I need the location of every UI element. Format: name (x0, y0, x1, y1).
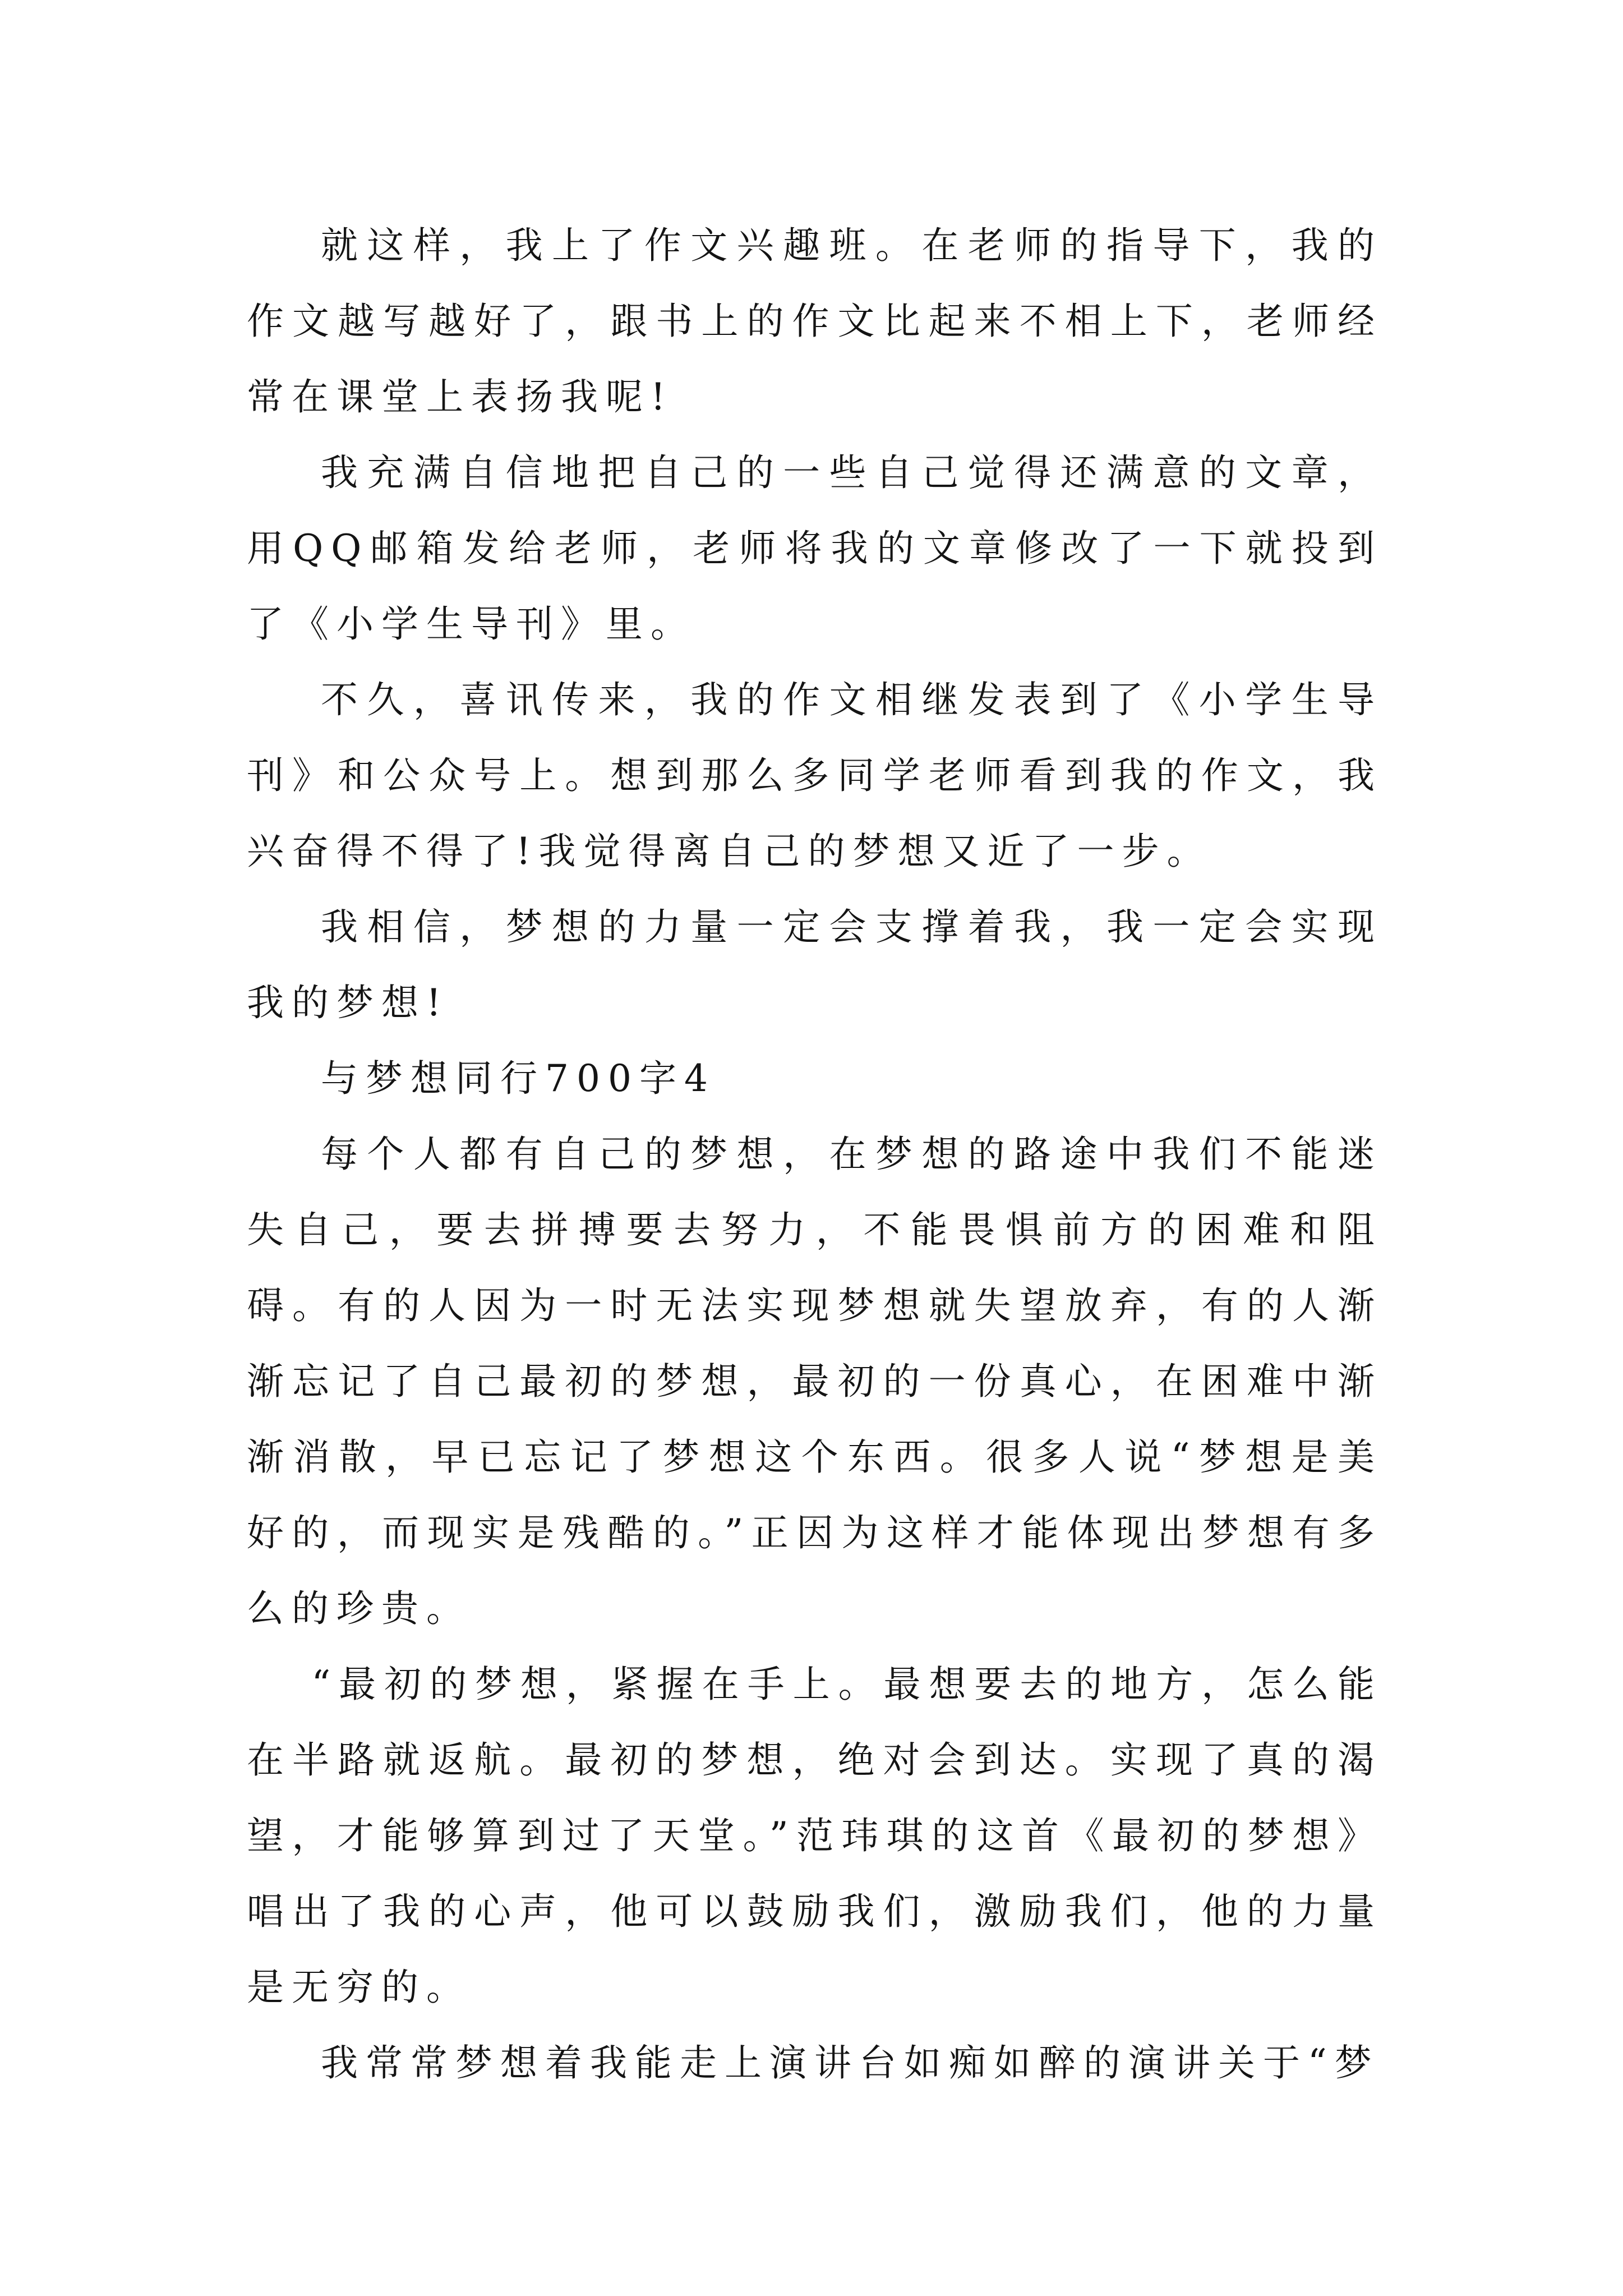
section-heading: 与梦想同行700字4 (321, 1057, 716, 1100)
paragraph-speech-dream: 我常常梦想着我能走上演讲台如痴如醉的演讲关于“梦 (321, 2041, 1380, 2085)
paragraph-submit-articles: 我充满自信地把自己的一些自己觉得还满意的文章，用QQ邮箱发给老师，老师将我的文章修改了一下就投到了《小学生导刊》里。 (247, 451, 1382, 646)
document-body (247, 208, 1382, 2101)
paragraph-everyone-has-dreams: 每个人都有自己的梦想，在梦想的路途中我们不能迷失自己，要去拼搏要去努力，不能畏惧前方的困难和阻碍。有的人因为一时无法实现梦想就失望放弃，有的人渐渐忘记了自己最初的梦想，最初的一份真心，在困难中渐渐消散，早已忘记了梦想这个东西。很多人说“梦想是美好的，而现实是残酷的。”正因为这样才能体现出梦想有多么的珍贵。 (247, 1133, 1382, 1630)
paragraph-published-news: 不久，喜讯传来，我的作文相继发表到了《小学生导刊》和公众号上。想到那么多同学老师看到我的作文，我兴奋得不得了!我觉得离自己的梦想又近了一步。 (247, 678, 1382, 873)
paragraph-song-quote: “最初的梦想，紧握在手上。最想要去的地方，怎么能在半路就返航。最初的梦想，绝对会到达。实现了真的渴望，才能够算到过了天堂。”范玮琪的这首《最初的梦想》唱出了我的心声，他可以鼓励我们，激励我们，他的力量是无穷的。 (247, 1663, 1382, 2009)
paragraph-belief: 我相信，梦想的力量一定会支撑着我，我一定会实现我的梦想! (247, 905, 1382, 1024)
paragraph-interest-class: 就这样，我上了作文兴趣班。在老师的指导下，我的作文越写越好了，跟书上的作文比起来不相上下，老师经常在课堂上表扬我呢! (247, 224, 1382, 418)
